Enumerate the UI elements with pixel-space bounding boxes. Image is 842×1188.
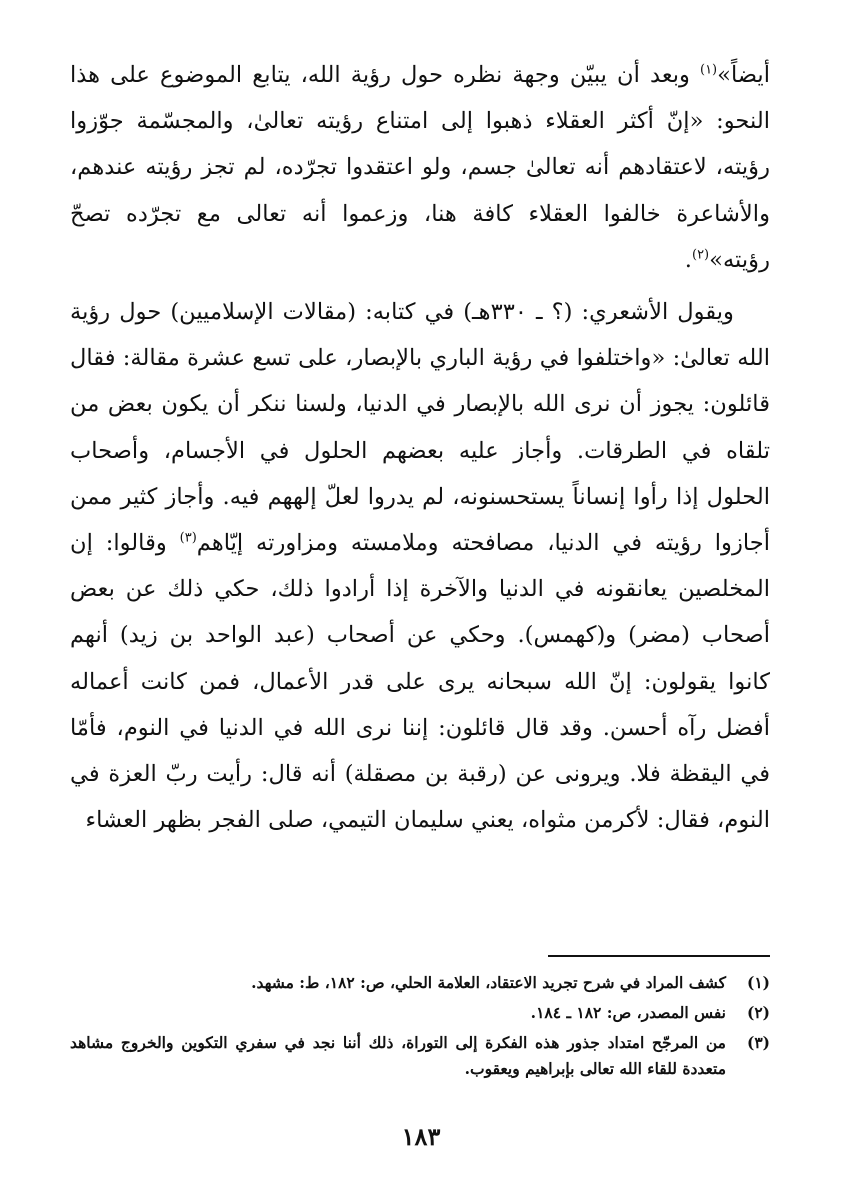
footnote-ref-1: (١) (699, 62, 718, 78)
footnote-ref-2: (٢) (691, 247, 710, 263)
footnote-3 (70, 1030, 770, 1082)
paragraph-1-text-c: . (684, 246, 692, 273)
footnote-text: نفس المصدر، ص: ١٨٢ ـ ١٨٤. (530, 1003, 726, 1022)
footnote-text: من المرجّح امتداد جذور هذه الفكرة إلى التوراة، ذلك أننا نجد في سفري التكوين والخروج مشاهد متعددة للقاء الله تعالى بإبراهيم ويعقوب. (70, 1033, 726, 1078)
footnote-ref-3: (٣) (179, 530, 197, 546)
page-number: ١٨٣ (401, 1122, 441, 1151)
paragraph-1-text-a: أيضاً» (717, 62, 770, 88)
paragraph-1 (70, 52, 770, 283)
paragraph-1-text-b: وبعد أن يبيّن وجهة نظره حول رؤية الله، يتابع الموضوع على هذا النحو: «إنّ أكثر العقلاء ذهبوا إلى امتناع رؤيته تعالىٰ، والمجسّمة جوّزوا رؤيته، لاعتقادهم أنه تعالىٰ جسم، ولو اعتقدوا تجرّده، لم تجز رؤيته عندهم، والأشاعرة خالفوا العقلاء كافة هنا، وزعموا أنه تعالى مع تجرّده تصحّ رؤيته» (70, 62, 770, 273)
main-body-text (70, 52, 770, 843)
footnote-number: (٢) (746, 1003, 770, 1022)
footnote-number: (١) (746, 973, 770, 992)
footnote-2 (70, 1000, 770, 1026)
footnotes-section (70, 970, 770, 1086)
footnote-number: (٣) (746, 1033, 770, 1052)
paragraph-2-text-b: وقالوا: إن المخلصين يعانقونه في الدنيا والآخرة إذا أرادوا ذلك، حكي ذلك عن بعض أصحاب (مضر) و(كهمس). وحكي عن أصحاب (عبد الواحد بن زيد) أنهم كانوا يقولون: إنّ الله سبحانه يرى على قدر الأعمال، فمن كانت أعماله أفضل رآه أحسن. وقد قال قائلون: إننا نرى الله في الدنيا في النوم، فأمّا في اليقظة فلا. ويرونى عن (رقبة بن مصقلة) أنه قال: رأيت ربّ العزة في النوم، فقال: لأكرمن مثواه، يعني سليمان التيمي، صلى الفجر بظهر العشاء (70, 530, 770, 834)
paragraph-2 (70, 289, 770, 843)
footnote-separator (548, 955, 770, 957)
footnote-1 (70, 970, 770, 996)
footnote-text: كشف المراد في شرح تجريد الاعتقاد، العلامة الحلي، ص: ١٨٢، ط: مشهد. (251, 973, 726, 992)
paragraph-2-text-a: ويقول الأشعري: (؟ ـ ٣٣٠هـ) في كتابه: (مقالات الإسلاميين) حول رؤية الله تعالىٰ: «واختلفوا في رؤية الباري بالإبصار، على تسع عشرة مقالة: فقال قائلون: يجوز أن نرى الله بالإبصار في الدنيا، ولسنا ننكر أن يكون بعض من تلقاه في الطرقات. وأجاز عليه بعضهم الحلول في الأجسام، وأصحاب الحلول إذا رأوا إنساناً يستحسنونه، لم يدروا لعلّ إلههم فيه. وأجاز كثير ممن أجازوا رؤيته في الدنيا، مصافحته وملامسته ومزاورته إيّاهم (70, 299, 770, 557)
